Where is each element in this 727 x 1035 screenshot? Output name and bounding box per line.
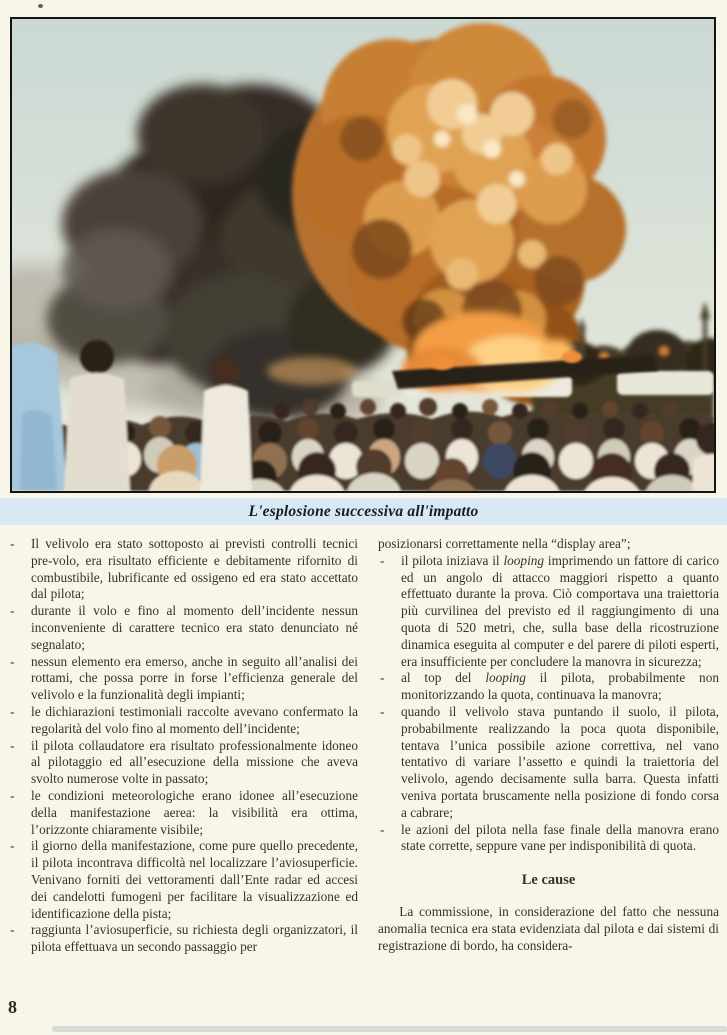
list-item-text: [401, 553, 719, 669]
bullet-dash: -: [380, 552, 385, 568]
list-item-text: Il velivolo era stato sottoposto ai previsti controlli tecnici pre-volo, era risultato efficiente e debitamente rifornito di combustibile, lubrificante ed ossigeno ed era stato accettato dal pilota;: [31, 536, 358, 602]
list-item-text: durante il volo e fino al momento dell’incidente nessun inconveniente di carattere tecnico era stato denunciato né segnalato;: [31, 603, 358, 652]
text-segment: il pilota iniziava il: [401, 552, 504, 568]
explosion-photo: [10, 17, 716, 493]
continuation-text: posizionarsi correttamente nella “display area”;: [378, 536, 631, 551]
body-text: [8, 536, 719, 956]
scan-bottom-edge: [52, 1026, 727, 1032]
list-item-text: raggiunta l’aviosuperficie, su richiesta degli organizzatori, il pilota effettuava un secondo passaggio per: [31, 922, 358, 955]
bullet-dash: -: [10, 703, 15, 719]
bullet-dash: -: [10, 653, 15, 669]
left-column: [8, 536, 358, 956]
photo-caption-band: [0, 498, 727, 525]
list-item: [378, 822, 719, 856]
list-item-text: il giorno della manifestazione, come pure quello precedente, il pilota incontrava difficoltà nel localizzare l’aviosuperficie. Venivano forniti dei vettoramenti dall’Ente radar ed accesi dei candelotti fumogeni per facilitare la visualizzazione ed identificazione della pista;: [31, 838, 358, 921]
bullet-dash: -: [10, 536, 15, 551]
bullet-dash: -: [10, 787, 15, 803]
list-item-text: le azioni del pilota nella fase finale della manovra erano state corrette, seppure vane per indisponibilità di quota.: [401, 821, 719, 854]
list-item-text: le condizioni meteorologiche erano idonee all’esecuzione della manifestazione aerea: la visibilità era ottima, l’orizzonte chiaramente visibile;: [31, 787, 358, 837]
page-number: 8: [8, 997, 17, 1017]
text-segment: al top del: [401, 670, 486, 686]
right-column: [378, 536, 719, 956]
italic-term: looping: [503, 552, 545, 568]
list-item-text: quando il velivolo stava puntando il suolo, il pilota, probabilmente realizzando la poca quota disponibile, tentava l’unica possibile azione correttiva, nel vano tentativo di variare l’assetto e quindi la traiettoria del velivolo, agendo decisamente sulla barra. Questa infatti veniva portata bruscamente nella posizione di fondo corsa a cabrare;: [401, 703, 719, 820]
list-item: [378, 670, 719, 704]
bullet-dash: -: [10, 922, 15, 938]
list-item: [378, 553, 719, 671]
section-heading-le-cause: Le cause: [521, 872, 576, 889]
list-item-text: il pilota collaudatore era risultato professionalmente idoneo al pilotaggio ed all’esecuzione della missione che aveva svolto numerose volte in passato;: [31, 737, 358, 787]
bullet-dash: -: [380, 703, 385, 719]
scan-artifact-speck: [38, 4, 43, 8]
bullet-dash: -: [10, 838, 15, 854]
list-item: [8, 603, 358, 653]
text-segment: imprimendo un fattore di carico ed un angolo di attacco maggiori rispetto a quanto effettuato durante la prova. Ciò comportava una traiettoria più curvilinea del previsto ed il raggiungimento di una quota di 520 metri, che, sulla base della ricostruzione dinamica eseguita al computer e del parere di piloti esperti, era insufficiente per concludere la manovra in sicurezza;: [401, 552, 719, 669]
list-item: [8, 654, 358, 704]
list-item: [8, 704, 358, 738]
list-item: [378, 704, 719, 822]
list-item: [8, 922, 358, 956]
explosion-photo-art: [12, 19, 714, 491]
bullet-dash: -: [380, 670, 385, 686]
text-segment: il pilota, probabilmente non monitorizzando la quota, continuava la manovra;: [401, 670, 719, 703]
photo-caption: L'esplosione successiva all'impatto: [248, 502, 479, 520]
list-item: [8, 838, 358, 922]
list-item-text: [401, 670, 719, 702]
bullet-dash: -: [380, 821, 385, 837]
bullet-dash: -: [10, 737, 15, 753]
list-item-text: le dichiarazioni testimoniali raccolte avevano confermato la regolarità del volo fino al momento dell’incidente;: [31, 703, 358, 736]
list-item: [8, 788, 358, 838]
italic-term: looping: [485, 670, 526, 686]
list-item: [8, 738, 358, 788]
bullet-dash: -: [10, 603, 15, 619]
list-item: [8, 536, 358, 603]
closing-paragraph: La commissione, in considerazione del fatto che nessuna anomalia tecnica era stata evidenziata dal pilota e dai sistemi di registrazione di bordo, ha considera-: [378, 903, 719, 953]
photo-warm-tint: [12, 19, 714, 491]
list-item-text: nessun elemento era emerso, anche in seguito all’analisi dei rottami, che possa porre in forse l’efficienza generale del velivolo e la funzionalità degli impianti;: [31, 653, 358, 703]
